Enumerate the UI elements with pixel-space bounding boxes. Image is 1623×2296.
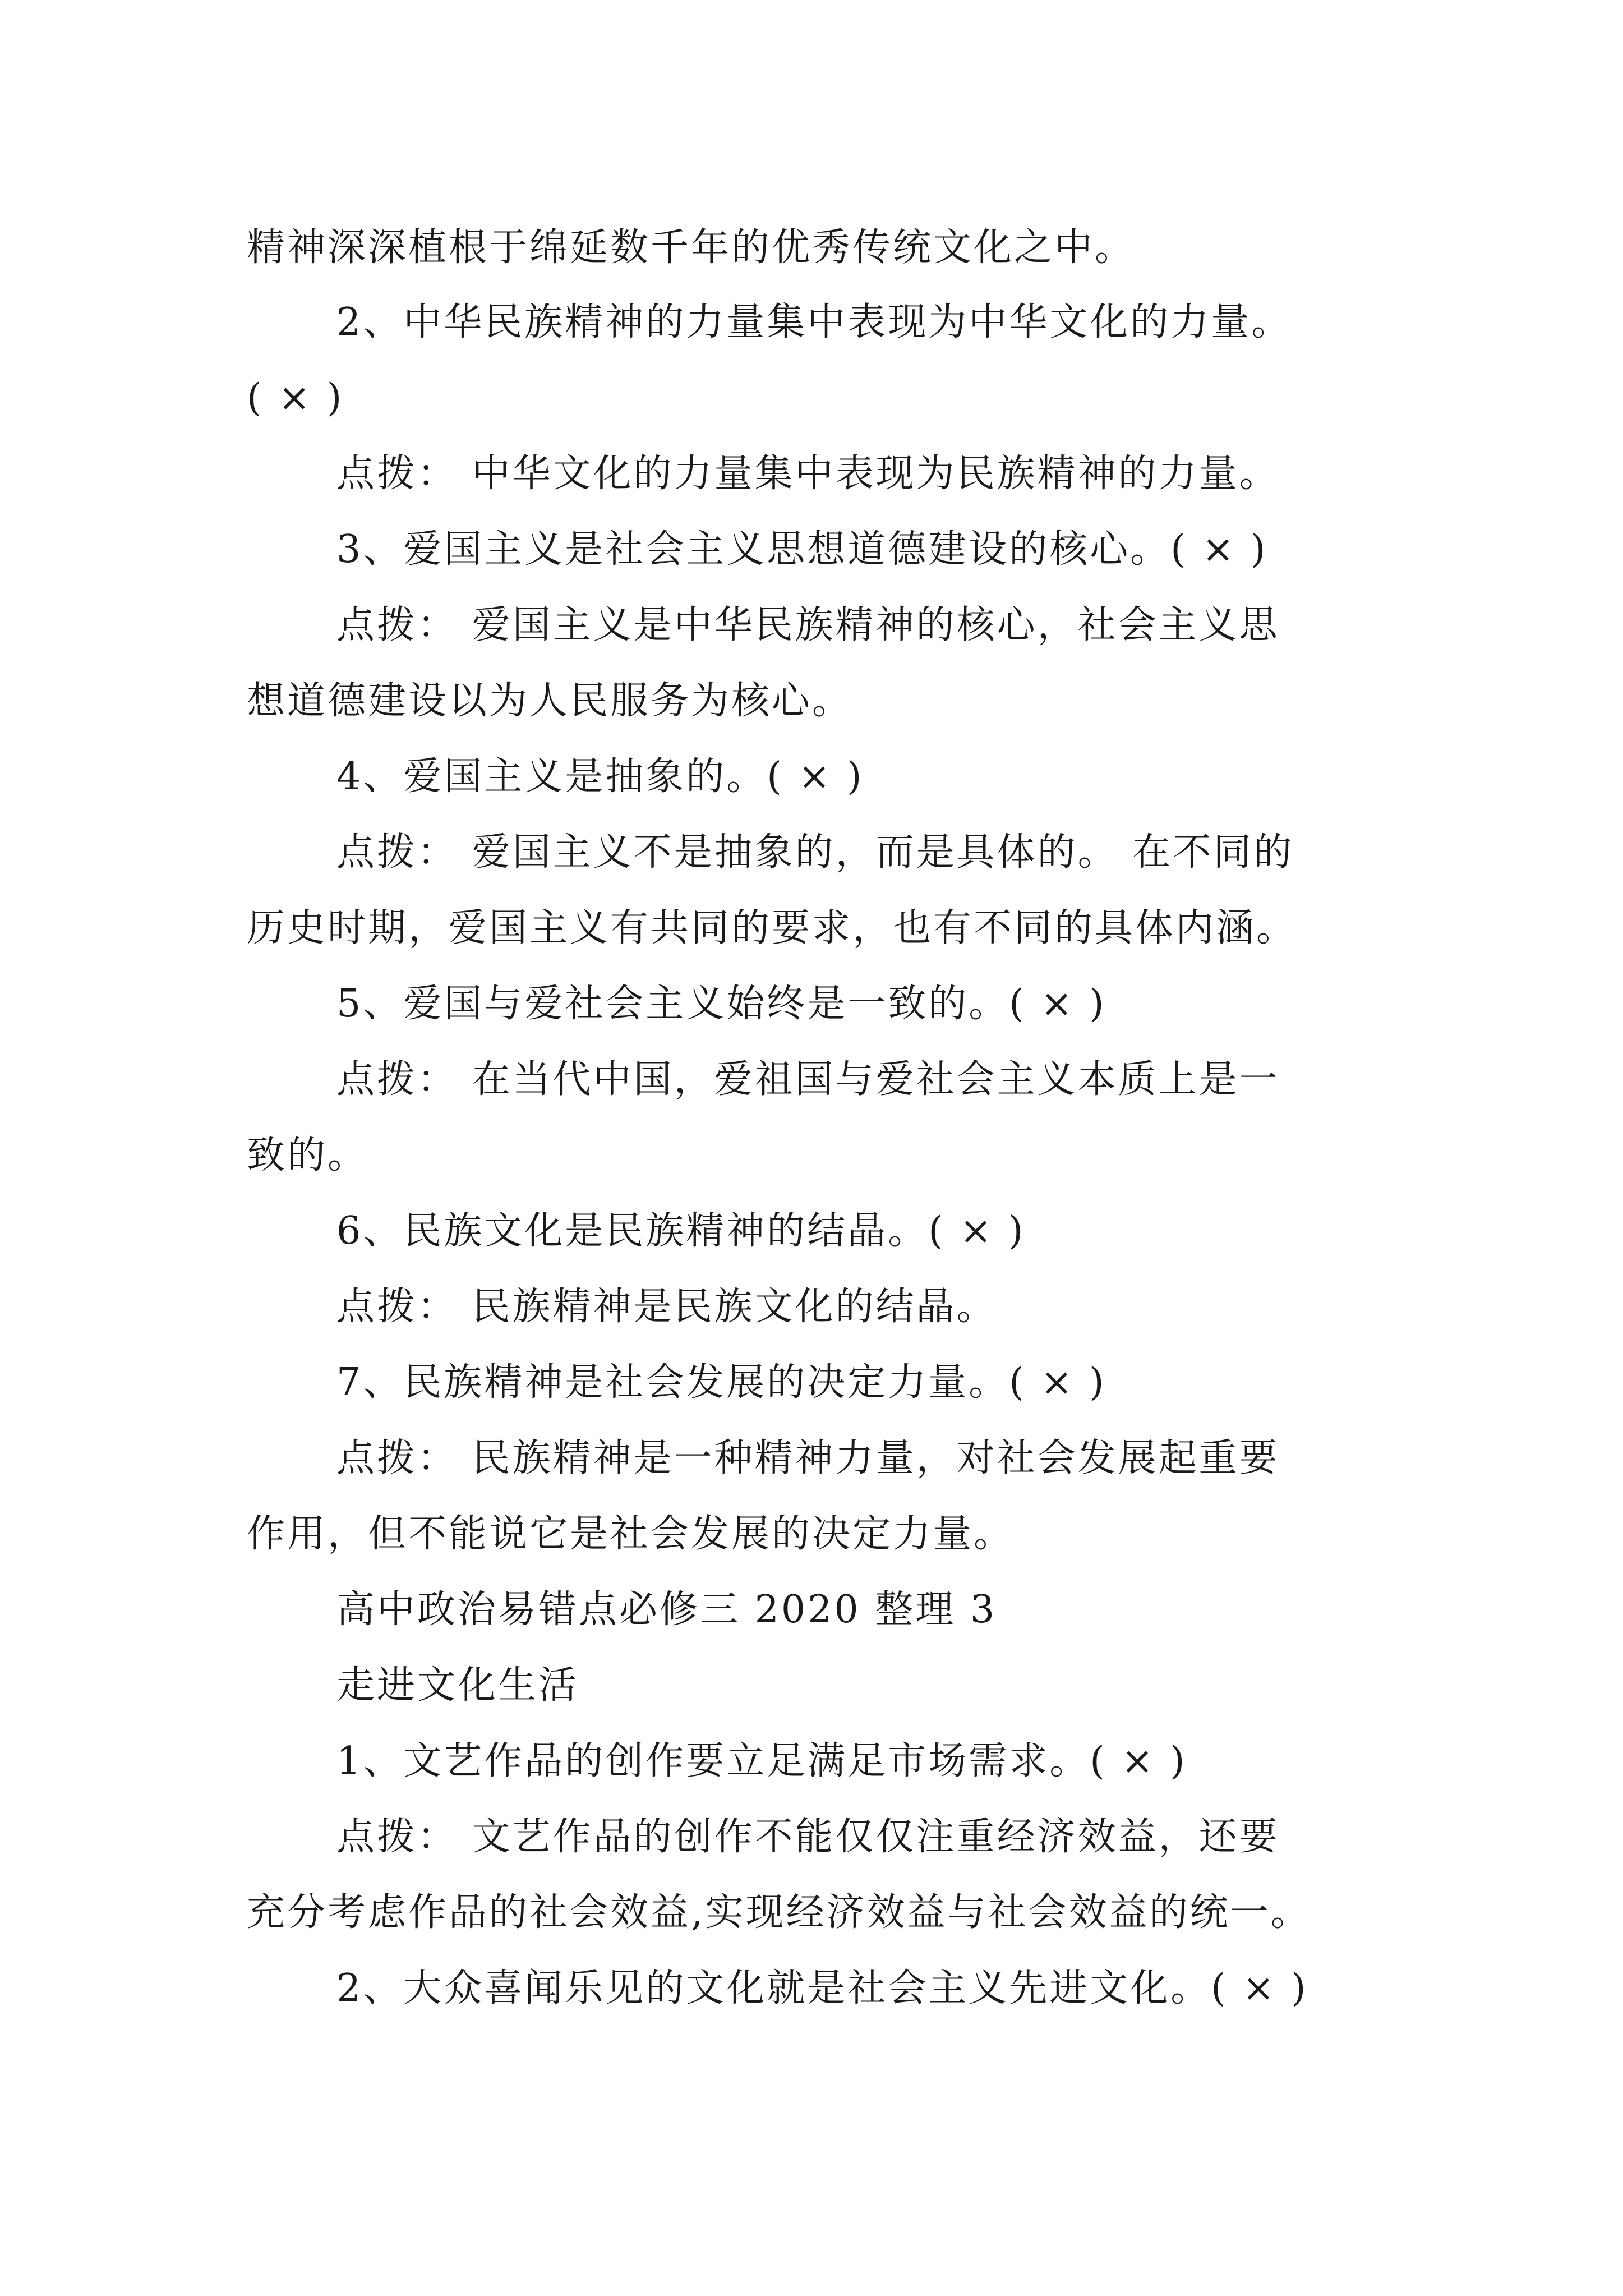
question-line: 4、爱国主义是抽象的。( × ) (336, 754, 864, 799)
question-line: 2、中华民族精神的力量集中表现为中华文化的力量。 (336, 300, 1292, 344)
section-subheading: 走进文化生活 (336, 1663, 579, 1708)
hint-line: 点拨： 民族精神是一种精神力量，对社会发展起重要 (336, 1436, 1280, 1480)
hint-line: 点拨： 在当代中国，爱祖国与爱社会主义本质上是一 (336, 1057, 1280, 1102)
question-line: 6、民族文化是民族精神的结晶。( × ) (336, 1209, 1026, 1253)
hint-line: 点拨： 中华文化的力量集中表现为民族精神的力量。 (336, 452, 1280, 496)
text-line: 历史时期，爱国主义有共同的要求，也有不同的具体内涵。 (247, 906, 1297, 950)
question-line: 2、大众喜闻乐见的文化就是社会主义先进文化。( × ) (336, 1966, 1308, 2010)
text-line: 想道德建设以为人民服务为核心。 (247, 679, 853, 723)
text-line: 精神深深植根于绵延数千年的优秀传统文化之中。 (247, 226, 1136, 270)
question-line: 3、爱国主义是社会主义思想道德建设的核心。( × ) (336, 527, 1268, 572)
hint-line: 点拨： 民族精神是民族文化的结晶。 (336, 1285, 997, 1329)
text-line: 致的。 (247, 1133, 368, 1177)
hint-line: 点拨： 文艺作品的创作不能仅仅注重经济效益，还要 (336, 1815, 1280, 1859)
answer-mark: ( × ) (247, 376, 344, 420)
hint-line: 点拨： 爱国主义是中华民族精神的核心，社会主义思 (336, 603, 1280, 647)
question-line: 7、民族精神是社会发展的决定力量。( × ) (336, 1360, 1106, 1405)
hint-line: 点拨： 爱国主义不是抽象的，而是具体的。 在不同的 (336, 830, 1294, 875)
text-line: 作用，但不能说它是社会发展的决定力量。 (247, 1512, 1015, 1556)
question-line: 1、文艺作品的创作要立足满足市场需求。( × ) (336, 1739, 1187, 1783)
section-heading: 高中政治易错点必修三 2020 整理 3 (336, 1588, 997, 1632)
text-line: 充分考虑作品的社会效益,实现经济效益与社会效益的统一。 (247, 1890, 1311, 1935)
question-line: 5、爱国与爱社会主义始终是一致的。( × ) (336, 982, 1106, 1026)
